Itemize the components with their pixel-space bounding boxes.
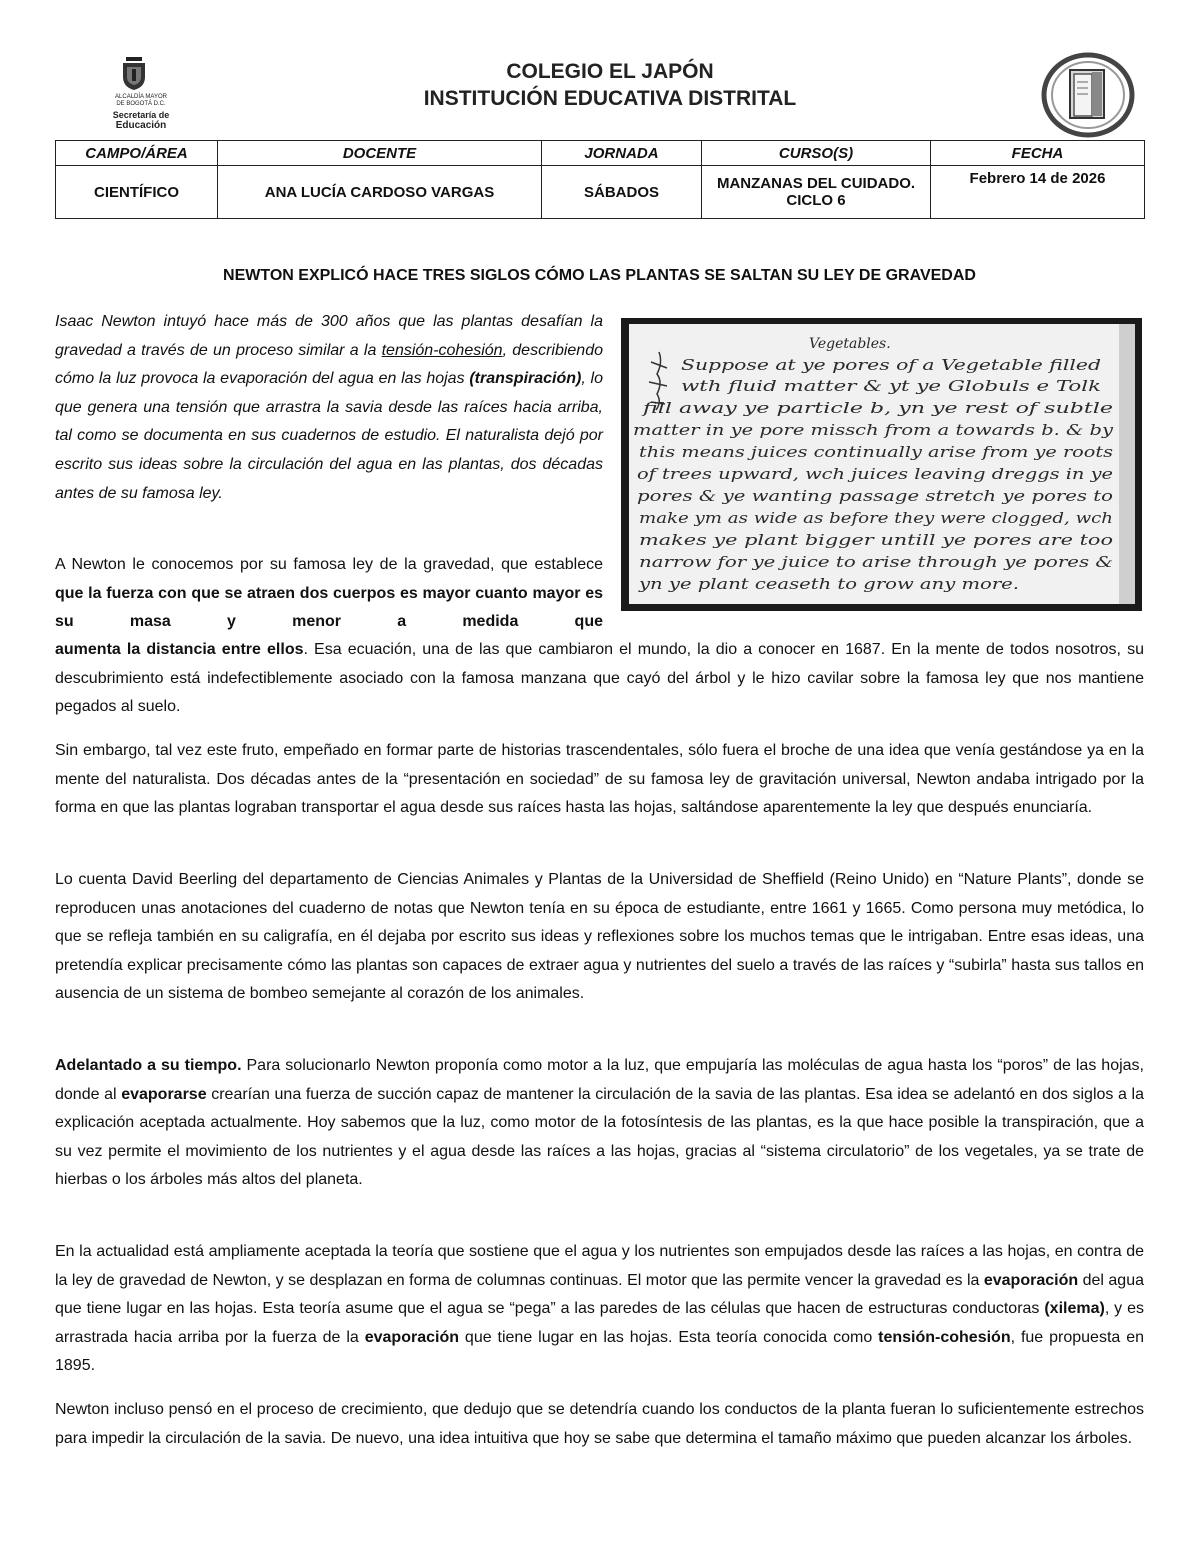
notebook-line: yn ye plant ceaseth to grow any more. (637, 575, 1019, 593)
logo-text-line: DE BOGOTÁ D.C. (116, 101, 166, 107)
paragraph-growth: Newton incluso pensó en el proceso de crecimiento, que dedujo que se detendría cuando los conductos de la planta fueran lo suficientemente estrechos para impedir la circulación de la savia. De nuevo, una idea intuitiva que hoy se sabe que determina el tamaño máximo que pueden alcanzar los árboles. (55, 1401, 1144, 1447)
logo-text-line: Secretaría de (112, 110, 170, 120)
text-run-bold: evaporación (364, 1328, 459, 1346)
paragraph-gravity-law (55, 551, 603, 637)
header-jornada: JORNADA (542, 141, 702, 166)
text-run: , describiendo cómo la luz provoca la evaporación del agua en las hojas (55, 341, 603, 388)
school-name: COLEGIO EL JAPÓN (506, 60, 714, 83)
notebook-line: Vegetables. (809, 336, 891, 352)
newton-notebook-image (621, 318, 1142, 611)
text-run: Para solucionarlo Newton proponía como motor a la luz, que empujaría las moléculas de agua hasta los “poros” de las hojas, donde al (55, 1057, 1144, 1103)
notebook-line: pores & ye wanting passage stretch ye pores to (637, 487, 1113, 505)
header-fecha: FECHA (931, 141, 1145, 166)
text-run-bold: evaporarse (121, 1085, 207, 1103)
header-docente: DOCENTE (218, 141, 542, 166)
text-run: , y es arrastrada hacia arriba por la fuerza de la (55, 1300, 1144, 1346)
paragraph-apple: Sin embargo, tal vez este fruto, empeñado en formar parte de historias trascendentales, sólo fuera el broche de una idea que venía gestándose ya en la mente del naturalista. Dos décadas antes de la “presentación en sociedad” de su famosa ley de gravitación universal, Newton andaba intrigado por la forma en que las plantas lograban transportar el agua desde sus raíces hasta las hojas, saltándose aparentemente la ley que después enunciaría. (55, 742, 1144, 817)
text-run-bold: aumenta la distancia entre ellos (55, 641, 304, 658)
paragraph-beerling: Lo cuenta David Beerling del departamento de Ciencias Animales y Plantas de la Universidad de Sheffield (Reino Unido) en “Nature Plants”, donde se reproducen unas anotaciones del cuaderno de notas que Newton tenía en su época de estudiante, entre 1661 y 1665. Como persona muy metódica, lo que se refleja también en su caligrafía, en él dejaba por escrito sus ideas y reflexiones sobre los muchos temas que le intrigaban. Entre esas ideas, una pretendía explicar precisamente cómo las plantas son capaces de extraer agua y nutrientes del suelo a través de las raíces y “subirla” hasta sus tallos en ausencia de un sistema de bombeo semejante al corazón de los animales. (55, 871, 1144, 1003)
notebook-line: narrow for ye juice to arise through ye pores & (639, 553, 1113, 571)
school-logo-icon (1040, 52, 1136, 138)
value-cursos: MANZANAS DEL CUIDADO. CICLO 6 (702, 166, 931, 219)
text-run: A Newton le conocemos por su famosa ley de la gravedad, que establece (55, 556, 603, 573)
paragraph-ahead-of-time (55, 1052, 1144, 1195)
table-header-row (56, 141, 1145, 166)
text-run: En la actualidad está ampliamente aceptada la teoría que sostiene que el agua y los nutrientes son empujados desde las raíces a las hojas, en contra de la ley de gravedad de Newton, y se desplazan en forma de columnas continuas. El motor que las permite vencer la gravedad es la (55, 1243, 1144, 1289)
value-docente: ANA LUCÍA CARDOSO VARGAS (218, 166, 542, 219)
value-campo-area: CIENTÍFICO (56, 166, 218, 219)
notebook-line: makes ye plant bigger untill ye pores are too (639, 531, 1113, 549)
text-run-bold: tensión-cohesión (878, 1328, 1011, 1346)
text-run: , lo que genera una tensión que arrastra la savia desde las raíces hacia arriba, tal como se documenta en sus cuadernos de estudio. El naturalista dejó por escrito sus ideas sobre la circulación del agua en las plantas, dos décadas antes de su famosa ley. (55, 370, 604, 502)
logo-text-line: Educación (115, 120, 167, 131)
paragraph-intro (55, 308, 603, 508)
notebook-line: Suppose at ye pores of a Vegetable filled (681, 356, 1101, 374)
text-run-underlined: tensión-cohesión (381, 341, 503, 359)
text-run-bold: evaporación (983, 1271, 1079, 1289)
article-title: NEWTON EXPLICÓ HACE TRES SIGLOS CÓMO LAS PLANTAS SE SALTAN SU LEY DE GRAVEDAD (223, 267, 976, 284)
notebook-line: matter in ye pore missch from a towards b. & by (633, 421, 1114, 439)
notebook-line: make ym as wide as before they were clogged, wch (639, 509, 1113, 527)
notebook-line: fill away ye particle b, yn ye rest of subtle (641, 399, 1114, 417)
text-run: que tiene lugar en las hojas. Esta teoría conocida como (459, 1328, 879, 1346)
text-run-bold: que la fuerza con que se atraen dos cuerpos es mayor cuanto mayor es su masa y menor a medida que (55, 584, 603, 631)
text-run: . Esa ecuación, una de las que cambiaron el mundo, la dio a conocer en 1687. En la mente de todos nosotros, su descubrimiento está indefectiblemente asociado con la famosa manzana que cayó del árbol y le hizo cavilar sobre la famosa ley que nos mantiene pegados al suelo. (55, 641, 1144, 716)
coat-of-arms-icon (121, 57, 147, 91)
text-run: del agua que tiene lugar en las hojas. Esta teoría asume que el agua se “pega” a las paredes de las células que hacen de estructuras conductoras (55, 1271, 1144, 1318)
notebook-line: wth fluid matter & yt ye Globuls e Tolk (681, 377, 1101, 395)
header-cursos: CURSO(S) (702, 141, 931, 166)
value-jornada: SÁBADOS (542, 166, 702, 219)
paragraph-current-theory (55, 1238, 1144, 1381)
paragraph-gravity-law-continued (55, 636, 1144, 722)
school-title (300, 58, 920, 112)
text-run-bold: (transpiración) (469, 370, 582, 388)
text-run: Isaac Newton intuyó hace más de 300 años que las plantas desafían la gravedad a través de un proceso similar a la (55, 313, 603, 359)
header-campo-area: CAMPO/ÁREA (56, 141, 218, 166)
notebook-line: of trees upward, wch juices leaving dreggs in ye (637, 465, 1114, 483)
secretaria-educacion-logo (98, 55, 184, 135)
course-info-table (55, 140, 1145, 219)
notebook-line: this means juices continually arise from ye roots (639, 443, 1114, 461)
text-run-bold: (xilema) (1044, 1300, 1105, 1318)
school-subtitle: INSTITUCIÓN EDUCATIVA DISTRITAL (423, 87, 797, 110)
text-run: , fue propuesta en 1895. (55, 1328, 1145, 1375)
text-run: crearían una fuerza de succión capaz de mantener la circulación de la savia de las plantas. Esa idea se adelantó en dos siglos a la explicación aceptada actualmente. Hoy sabemos que la luz, como motor de la fotosíntesis de las plantas, es la que hace posible la transpiración, que a su vez permite el movimiento de los nutrientes y el agua desde las raíces a las hojas, gracias al “sistema circulatorio” de los vegetales, ya se trate de hierbas o los árboles más altos del planeta. (55, 1085, 1145, 1189)
text-run-bold: Adelantado a su tiempo. (55, 1057, 242, 1074)
value-fecha: Febrero 14 de 2026 (931, 166, 1145, 219)
table-row (56, 166, 1145, 219)
logo-text-line: ALCALDÍA MAYOR (115, 94, 167, 100)
